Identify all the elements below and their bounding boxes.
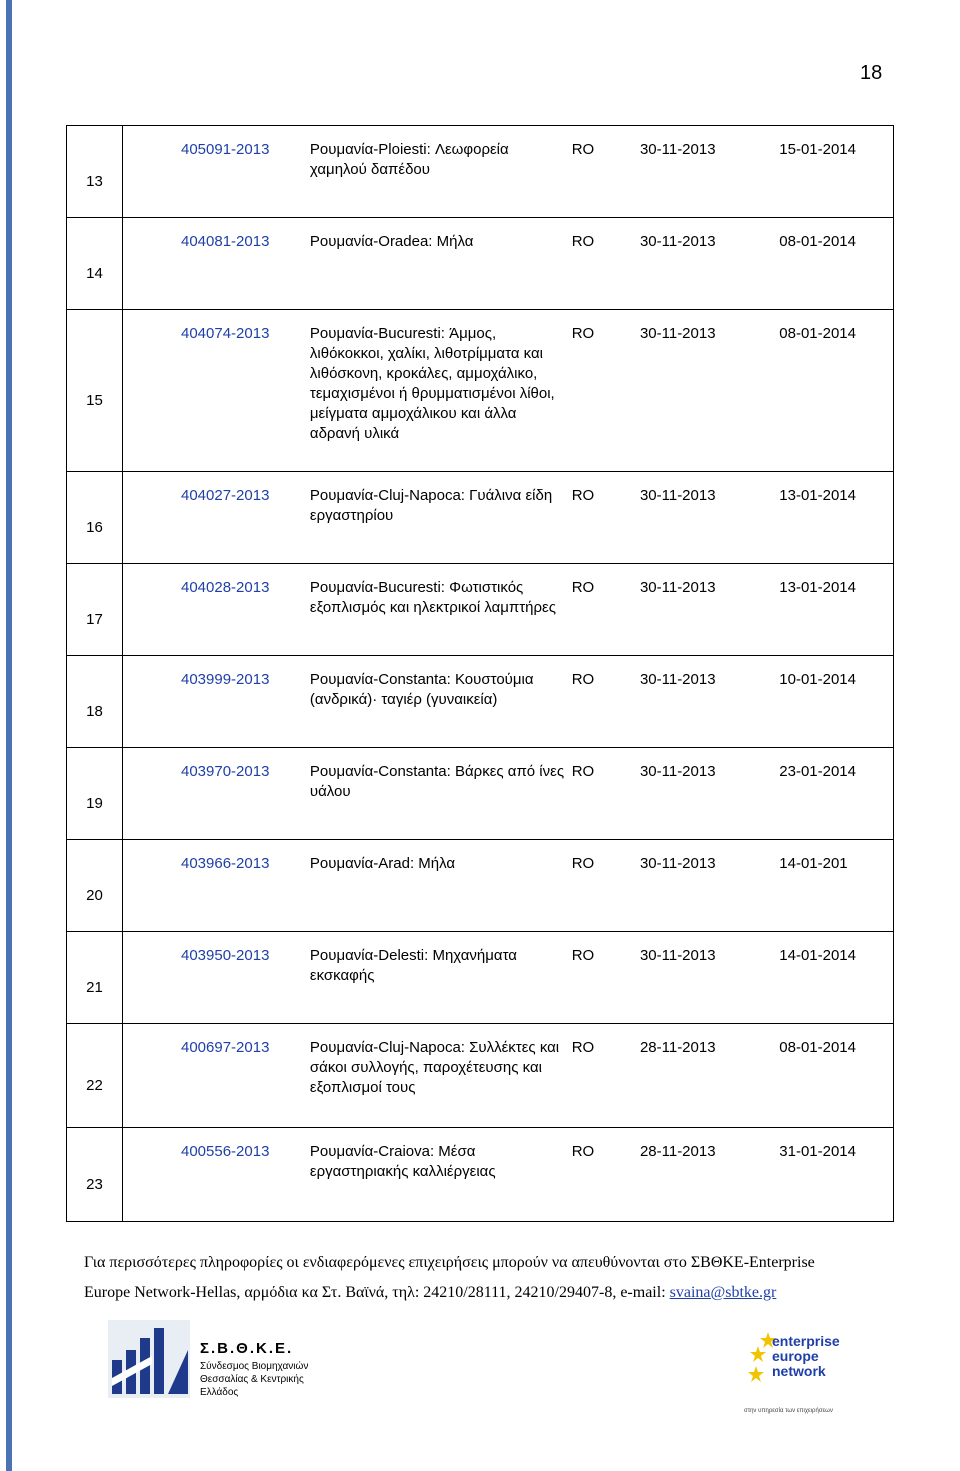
een-tagline: στην υπηρεσία των επιχειρήσεων [744,1408,833,1414]
reference-number: 400697-2013 [181,1039,270,1056]
row-number-cell [67,1024,123,1128]
row-number-cell [67,840,123,932]
reference-number: 403999-2013 [181,671,270,688]
row-content-cell [123,126,894,218]
row-number: 18 [86,702,103,720]
row-number: 16 [86,518,103,536]
country-code: RO [571,487,595,504]
deadline-date: 13-01-2014 [779,579,856,596]
sbtke-emblem-icon [108,1320,190,1398]
reference-number: 400556-2013 [181,1143,270,1160]
row-number: 14 [86,264,103,282]
table-row [67,126,894,218]
deadline-date: 14-01-2014 [779,947,856,964]
publication-date: 28-11-2013 [639,1143,716,1160]
row-number: 17 [86,610,103,628]
row-number-cell [67,310,123,472]
table-row [67,656,894,748]
row-content-cell [123,218,894,310]
table-row [67,932,894,1024]
sbtke-subtitle: Σύνδεσμος Βιομηχανιών Θεσσαλίας & Κεντρικής Ελλάδος [200,1361,309,1398]
row-number: 20 [86,886,103,904]
country-code: RO [571,947,595,964]
tender-description: Ρουμανία-Delesti: Μηχανήματα εκσκαφής [309,947,517,984]
country-code: RO [571,763,595,780]
country-code: RO [571,1039,595,1056]
deadline-date: 08-01-2014 [779,1039,856,1056]
deadline-date: 15-01-2014 [779,141,856,158]
row-number-cell [67,1128,123,1222]
deadline-date: 31-01-2014 [779,1143,856,1160]
een-word-2: europe [772,1348,819,1364]
row-number: 13 [86,172,103,190]
deadline-date: 23-01-2014 [779,763,856,780]
table-row [67,1024,894,1128]
row-number: 22 [86,1076,103,1094]
reference-number: 404074-2013 [181,325,270,342]
page-border [6,0,12,1471]
row-content-cell [123,1128,894,1222]
tender-description: Ρουμανία-Cluj-Napoca: Συλλέκτες και σάκοι συλλογής, παροχέτευσης και εξοπλισμοί τους [309,1039,560,1096]
reference-number: 404028-2013 [181,579,270,596]
deadline-date: 08-01-2014 [779,325,856,342]
een-word-1: enterprise [772,1333,840,1349]
country-code: RO [571,579,595,596]
tender-description: Ρουμανία-Cluj-Napoca: Γυάλινα είδη εργαστηρίου [309,487,553,524]
tender-description: Ρουμανία-Craiova: Μέσα εργαστηριακής καλλιέργειας [309,1143,496,1180]
row-content-cell [123,840,894,932]
contact-line-2-text: Europe Network-Hellas, αρμόδια κα Στ. Βαϊνά, τηλ: 24210/28111, 24210/29407-8, e-mail: [84,1284,670,1301]
publication-date: 30-11-2013 [639,579,716,596]
publication-date: 28-11-2013 [639,1039,716,1056]
row-content-cell [123,472,894,564]
publication-date: 30-11-2013 [639,233,716,250]
tender-description: Ρουμανία-Oradea: Μήλα [309,233,474,250]
row-number: 19 [86,794,103,812]
publication-date: 30-11-2013 [639,141,716,158]
row-content-cell [123,310,894,472]
tender-description: Ρουμανία-Arad: Μήλα [309,855,456,872]
country-code: RO [571,1143,595,1160]
reference-number: 403970-2013 [181,763,270,780]
publication-date: 30-11-2013 [639,855,716,872]
table-row [67,218,894,310]
row-number: 21 [86,978,103,996]
publication-date: 30-11-2013 [639,947,716,964]
enterprise-europe-network-logo [744,1320,854,1420]
publication-date: 30-11-2013 [639,763,716,780]
table-row [67,748,894,840]
deadline-date: 10-01-2014 [779,671,856,688]
reference-number: 403966-2013 [181,855,270,872]
tender-description: Ρουμανία-Bucuresti: Άμμος, λιθόκοκκοι, χαλίκι, λιθοτρίμματα και λιθόσκονη, κροκάλες, αμμοχάλικο, τεμαχισμένοι ή θρυμματισμένοι λίθοι, μείγματα αμμοχάλικου και άλλα αδρανή υλικά [309,325,555,442]
tender-description: Ρουμανία-Bucuresti: Φωτιστικός εξοπλισμός και ηλεκτρικοί λαμπτήρες [309,579,556,616]
publication-date: 30-11-2013 [639,325,716,342]
een-wordmark [772,1334,840,1379]
country-code: RO [571,141,595,158]
publication-date: 30-11-2013 [639,487,716,504]
table-row [67,840,894,932]
row-number-cell [67,126,123,218]
table-row [67,564,894,656]
deadline-date: 08-01-2014 [779,233,856,250]
row-content-cell [123,656,894,748]
row-number: 15 [86,391,103,409]
reference-number: 405091-2013 [181,141,270,158]
row-content-cell [123,748,894,840]
sbtke-name: Σ.Β.Θ.Κ.Ε. [200,1340,294,1357]
contact-line-2 [84,1278,904,1308]
row-number: 23 [86,1175,103,1193]
email-link[interactable]: svaina@sbtke.gr [669,1284,777,1301]
row-content-cell [123,932,894,1024]
table-row [67,1128,894,1222]
country-code: RO [571,671,595,688]
row-number-cell [67,748,123,840]
reference-number: 404081-2013 [181,233,270,250]
row-content-cell [123,1024,894,1128]
een-word-3: network [772,1363,826,1379]
reference-number: 403950-2013 [181,947,270,964]
row-number-cell [67,472,123,564]
deadline-date: 14-01-201 [779,855,848,872]
deadline-date: 13-01-2014 [779,487,856,504]
publication-date: 30-11-2013 [639,671,716,688]
contact-line-1: Για περισσότερες πληροφορίες οι ενδιαφερόμενες επιχειρήσεις μπορούν να απευθύνονται στο ΣΒΘΚΕ-Enterprise [84,1254,815,1271]
reference-number: 404027-2013 [181,487,270,504]
row-number-cell [67,932,123,1024]
sbtke-logo [108,1320,309,1403]
tender-description: Ρουμανία-Constanta: Βάρκες από ίνες υάλου [309,763,565,800]
row-number-cell [67,564,123,656]
tender-description: Ρουμανία-Ploiesti: Λεωφορεία χαμηλού δαπέδου [309,141,509,178]
country-code: RO [571,233,595,250]
country-code: RO [571,325,595,342]
page-number: 18 [860,62,883,84]
contact-info [84,1248,904,1308]
tender-description: Ρουμανία-Constanta: Κουστούμια (ανδρικά)· ταγιέρ (γυναικεία) [309,671,534,708]
table-row [67,310,894,472]
row-number-cell [67,656,123,748]
row-content-cell [123,564,894,656]
table-row [67,472,894,564]
tenders-table [66,125,894,1222]
row-number-cell [67,218,123,310]
country-code: RO [571,855,595,872]
